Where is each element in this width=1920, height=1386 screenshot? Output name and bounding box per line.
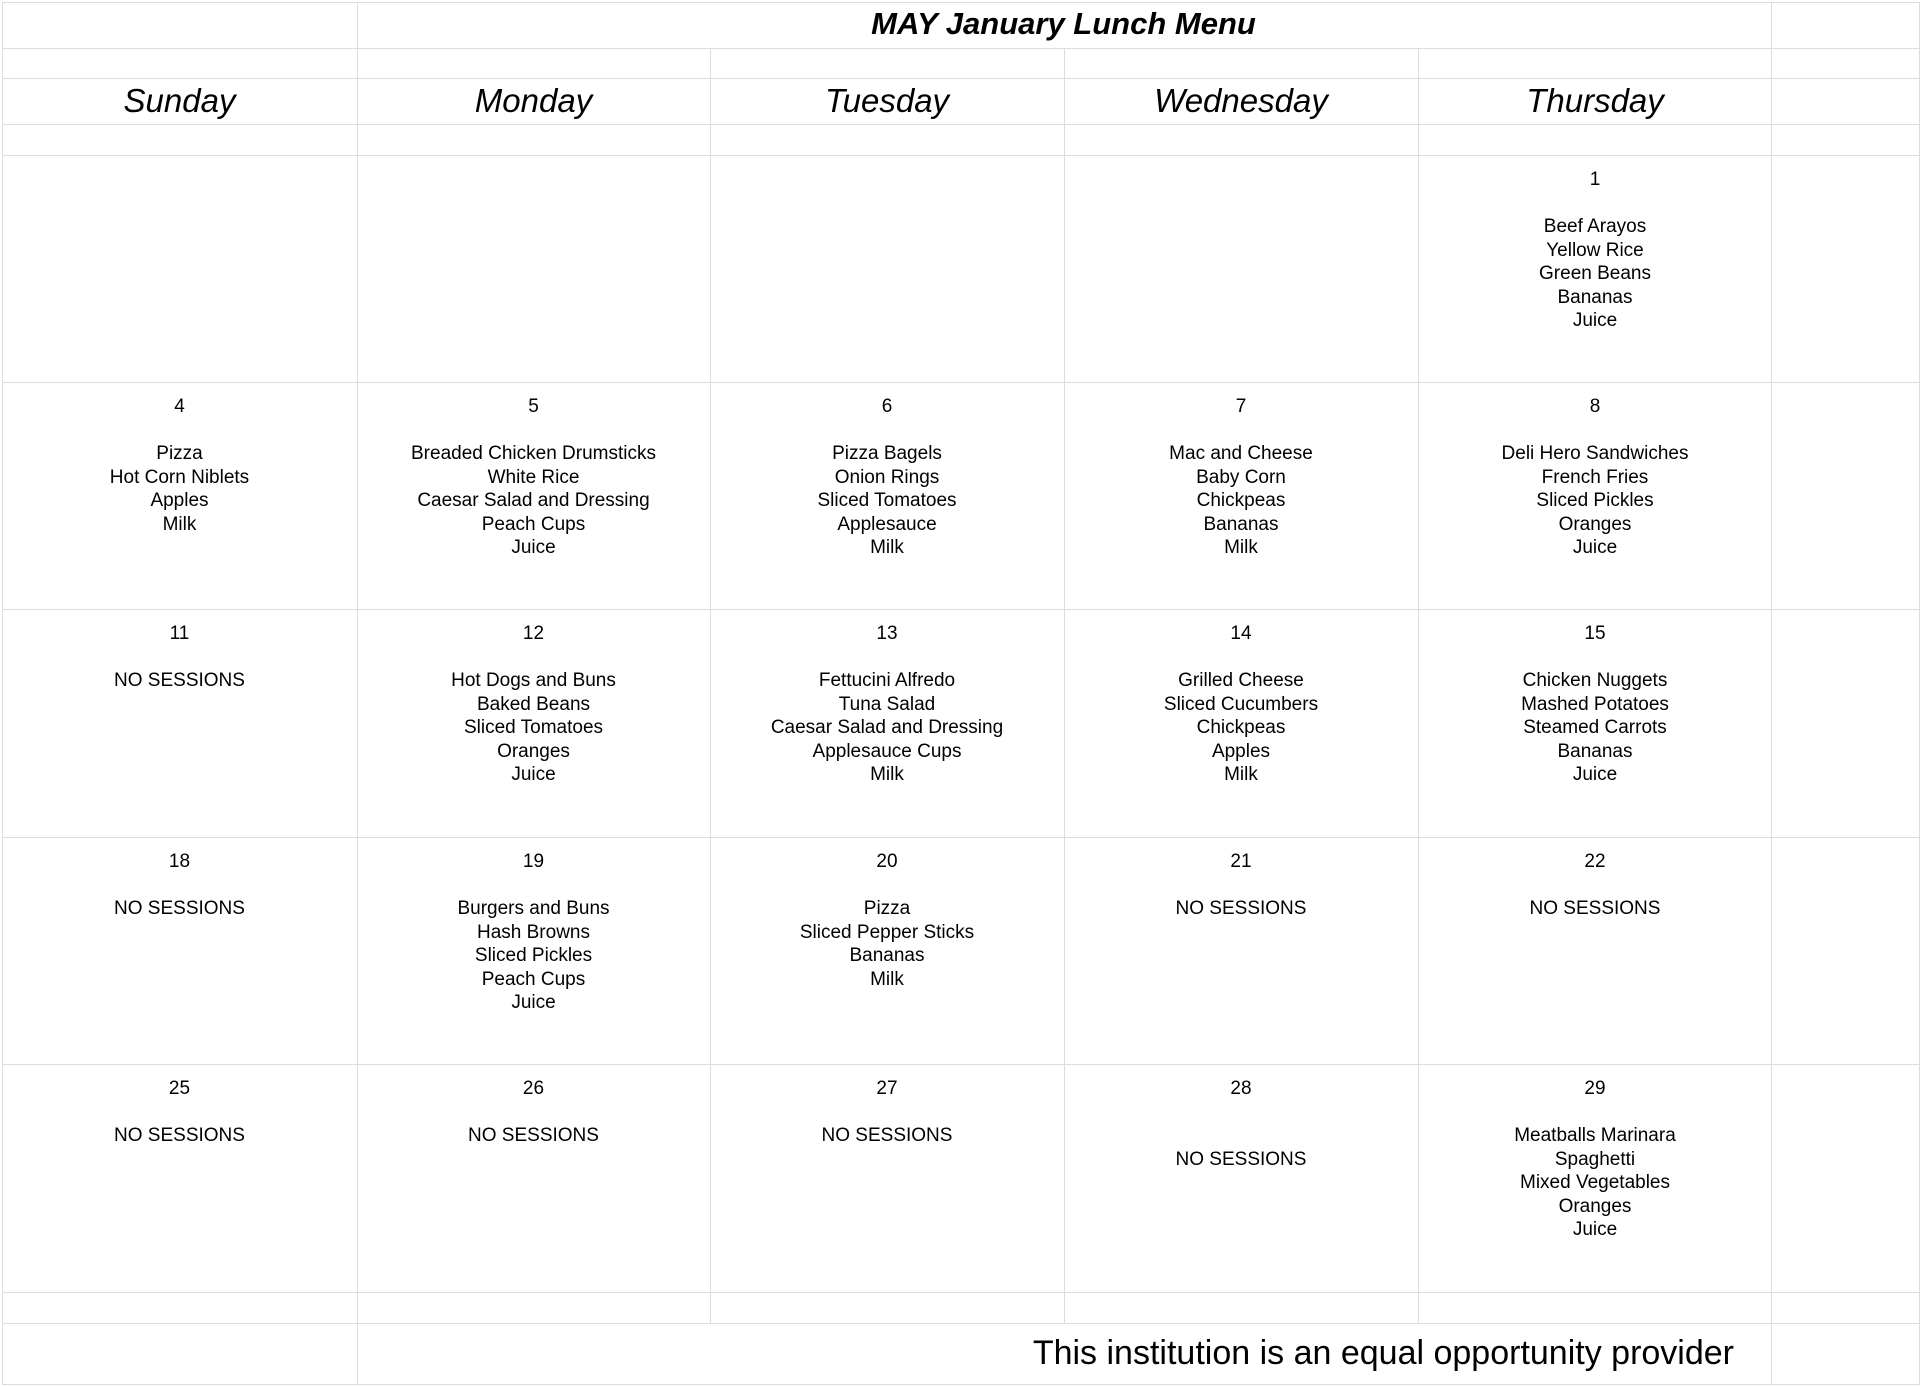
menu-item: Milk bbox=[870, 764, 904, 785]
day-name-sunday: Sunday bbox=[123, 82, 236, 119]
menu-item: Apples bbox=[1211, 740, 1271, 762]
menu-item: Juice bbox=[1572, 310, 1618, 331]
date-number: 20 bbox=[876, 851, 898, 872]
menu-item: Milk bbox=[870, 537, 904, 558]
menu-item: Pizza bbox=[156, 443, 203, 464]
no-sessions-label: NO SESSIONS bbox=[468, 1125, 599, 1146]
menu-item: Sliced Tomatoes bbox=[817, 490, 957, 511]
grid-line-vertical bbox=[710, 48, 711, 1323]
menu-item: Milk bbox=[870, 968, 904, 990]
menu-item: Juice bbox=[511, 992, 556, 1013]
menu-item: Onion Rings bbox=[834, 466, 940, 488]
menu-item: Oranges bbox=[497, 740, 570, 762]
day-cell bbox=[1418, 168, 1772, 333]
menu-item: Milk bbox=[1224, 764, 1258, 785]
menu-item: Steamed Carrots bbox=[1523, 717, 1667, 738]
grid-line-vertical bbox=[357, 2, 358, 1384]
date-number: 12 bbox=[522, 623, 545, 644]
no-sessions-label: NO SESSIONS bbox=[1175, 1148, 1307, 1170]
no-sessions-label: NO SESSIONS bbox=[114, 670, 245, 691]
menu-item: Oranges bbox=[1558, 513, 1632, 535]
grid-line-horizontal bbox=[2, 1384, 1920, 1385]
menu-item: Meatballs Marinara bbox=[1514, 1125, 1676, 1146]
menu-item: Applesauce Cups bbox=[812, 740, 962, 762]
day-cell bbox=[2, 395, 357, 536]
no-sessions-label: NO SESSIONS bbox=[821, 1125, 953, 1146]
day-cell bbox=[357, 850, 710, 1015]
menu-item: Juice bbox=[1572, 1219, 1618, 1240]
day-cell bbox=[2, 622, 357, 693]
grid-line-horizontal bbox=[2, 124, 1920, 125]
day-cell bbox=[710, 395, 1064, 560]
grid-line-horizontal bbox=[2, 382, 1920, 383]
menu-item: Spaghetti bbox=[1554, 1148, 1636, 1170]
day-cell bbox=[1418, 395, 1772, 560]
menu-item: Peach Cups bbox=[481, 968, 586, 990]
date-number: 21 bbox=[1230, 851, 1252, 872]
date-number: 27 bbox=[876, 1078, 898, 1099]
day-cell bbox=[357, 395, 710, 560]
date-number: 19 bbox=[522, 851, 545, 872]
day-cell bbox=[357, 1077, 710, 1148]
menu-item: Juice bbox=[511, 537, 556, 558]
day-name-tuesday: Tuesday bbox=[824, 82, 950, 119]
menu-item: Bananas bbox=[849, 945, 925, 966]
menu-item: Peach Cups bbox=[481, 513, 586, 535]
day-cell bbox=[710, 622, 1064, 787]
menu-item: Hash Browns bbox=[477, 921, 590, 943]
day-cell bbox=[357, 622, 710, 787]
menu-item: Hot Dogs and Buns bbox=[451, 670, 616, 691]
date-number: 28 bbox=[1230, 1078, 1252, 1099]
menu-item: Chickpeas bbox=[1196, 717, 1286, 738]
menu-item: Mixed Vegetables bbox=[1520, 1172, 1670, 1193]
day-cell bbox=[1064, 622, 1418, 787]
footer-notice: This institution is an equal opportunity provider bbox=[1032, 1333, 1734, 1372]
day-cell bbox=[1064, 1077, 1418, 1171]
grid-line-horizontal bbox=[2, 837, 1920, 838]
date-number: 26 bbox=[522, 1078, 545, 1099]
menu-item: Burgers and Buns bbox=[457, 898, 610, 919]
menu-item: Grilled Cheese bbox=[1178, 670, 1304, 691]
grid-line-horizontal bbox=[2, 1064, 1920, 1065]
day-cell bbox=[1064, 395, 1418, 560]
grid-line-vertical bbox=[1418, 48, 1419, 1323]
date-number: 8 bbox=[1589, 396, 1601, 417]
menu-item: Tuna Salad bbox=[838, 693, 936, 715]
menu-item: Bananas bbox=[1557, 286, 1633, 308]
menu-item: Sliced Tomatoes bbox=[463, 717, 604, 738]
menu-item: Mac and Cheese bbox=[1169, 443, 1313, 464]
grid-line-horizontal bbox=[2, 1292, 1920, 1293]
no-sessions-label: NO SESSIONS bbox=[1175, 898, 1307, 919]
day-name-thursday: Thursday bbox=[1526, 82, 1664, 119]
date-number: 22 bbox=[1584, 851, 1606, 872]
menu-item: Pizza bbox=[863, 898, 911, 919]
menu-item: Apples bbox=[150, 490, 209, 511]
menu-item: Sliced Pepper Sticks bbox=[799, 921, 975, 943]
menu-item: Sliced Pickles bbox=[1536, 490, 1654, 511]
menu-item bbox=[1064, 1124, 1418, 1148]
menu-item: Juice bbox=[1572, 764, 1618, 785]
menu-item: Chicken Nuggets bbox=[1522, 670, 1668, 691]
menu-item: Caesar Salad and Dressing bbox=[770, 717, 1004, 738]
menu-item: Juice bbox=[1572, 537, 1618, 558]
date-number: 6 bbox=[881, 396, 893, 417]
no-sessions-label: NO SESSIONS bbox=[1529, 898, 1661, 919]
menu-item: Sliced Pickles bbox=[474, 945, 593, 966]
day-cell bbox=[710, 1077, 1064, 1148]
date-number: 4 bbox=[174, 396, 185, 417]
grid-line-horizontal bbox=[2, 48, 1920, 49]
menu-item: Deli Hero Sandwiches bbox=[1501, 443, 1689, 464]
date-number: 5 bbox=[528, 396, 539, 417]
menu-item: Yellow Rice bbox=[1546, 239, 1644, 261]
menu-item: Chickpeas bbox=[1196, 490, 1286, 511]
day-name-monday: Monday bbox=[474, 82, 593, 119]
day-cell bbox=[2, 850, 357, 921]
menu-item: Fettucini Alfredo bbox=[818, 670, 956, 691]
menu-item: Sliced Cucumbers bbox=[1163, 693, 1319, 715]
day-cell bbox=[1418, 850, 1772, 921]
grid-line-horizontal bbox=[2, 1323, 1920, 1324]
menu-item: Milk bbox=[162, 513, 197, 535]
date-number: 14 bbox=[1230, 623, 1252, 644]
grid-line-vertical bbox=[1064, 48, 1065, 1323]
menu-item: Bananas bbox=[1203, 513, 1279, 535]
day-cell bbox=[1064, 850, 1418, 921]
menu-item: Baby Corn bbox=[1196, 466, 1286, 488]
day-name-wednesday: Wednesday bbox=[1154, 82, 1328, 119]
day-cell bbox=[2, 1077, 357, 1148]
date-number: 11 bbox=[169, 623, 190, 644]
menu-title: MAY January Lunch Menu bbox=[871, 6, 1256, 41]
menu-item: Green Beans bbox=[1539, 263, 1651, 284]
grid-line-horizontal bbox=[2, 2, 1920, 3]
date-number: 1 bbox=[1589, 169, 1601, 190]
menu-item: Breaded Chicken Drumsticks bbox=[411, 443, 656, 464]
menu-item: Hot Corn Niblets bbox=[109, 466, 250, 488]
menu-item: Beef Arayos bbox=[1543, 216, 1647, 237]
menu-item: Baked Beans bbox=[476, 693, 591, 715]
menu-item: Juice bbox=[511, 764, 556, 785]
menu-item: White Rice bbox=[487, 466, 580, 488]
grid-line-vertical bbox=[2, 2, 3, 1384]
date-number: 7 bbox=[1235, 396, 1247, 417]
grid-line-horizontal bbox=[2, 155, 1920, 156]
date-number: 18 bbox=[168, 851, 191, 872]
menu-item: Applesauce bbox=[837, 513, 937, 535]
date-number: 29 bbox=[1584, 1078, 1606, 1099]
day-cell bbox=[710, 850, 1064, 991]
menu-item: French Fries bbox=[1541, 466, 1649, 488]
menu-item: Pizza Bagels bbox=[832, 443, 942, 464]
no-sessions-label: NO SESSIONS bbox=[114, 1125, 245, 1146]
menu-item: Oranges bbox=[1558, 1195, 1632, 1217]
date-number: 25 bbox=[168, 1078, 191, 1099]
menu-item: Mashed Potatoes bbox=[1521, 693, 1669, 715]
grid-line-horizontal bbox=[2, 609, 1920, 610]
date-number: 13 bbox=[876, 623, 898, 644]
menu-item: Bananas bbox=[1557, 740, 1633, 762]
date-number: 15 bbox=[1584, 623, 1606, 644]
no-sessions-label: NO SESSIONS bbox=[114, 898, 245, 919]
grid-line-vertical bbox=[1771, 2, 1772, 1384]
day-cell bbox=[1418, 1077, 1772, 1242]
menu-item: Milk bbox=[1224, 537, 1258, 558]
grid-line-horizontal bbox=[2, 78, 1920, 79]
day-cell bbox=[1418, 622, 1772, 787]
menu-item: Caesar Salad and Dressing bbox=[417, 490, 650, 511]
